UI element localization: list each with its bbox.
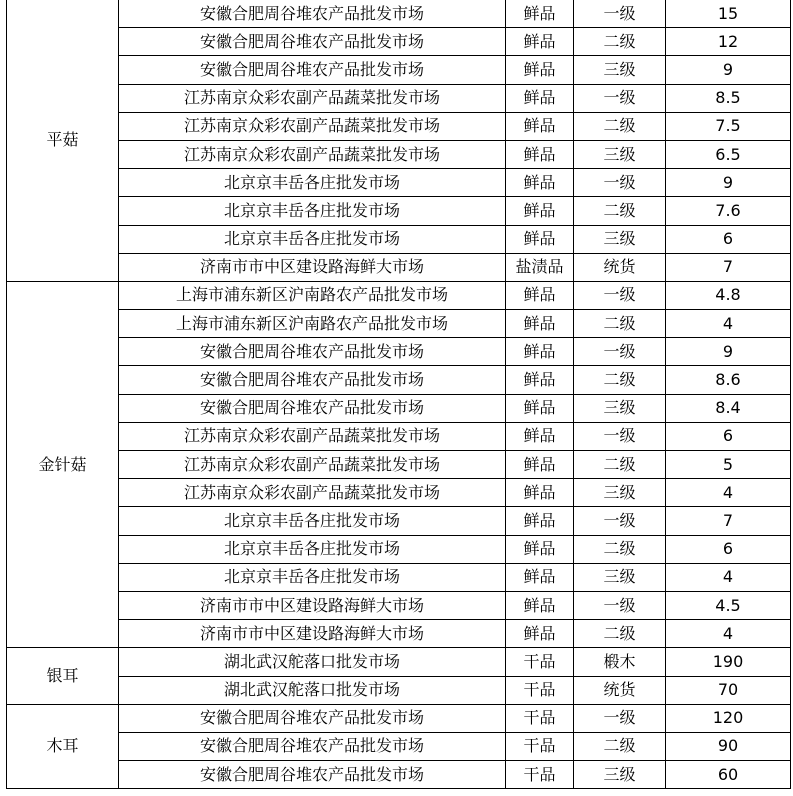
form-cell: 干品 [506,704,574,732]
price-cell: 9 [666,169,791,197]
price-cell: 90 [666,732,791,760]
table-row [7,56,791,84]
form-cell: 鲜品 [506,112,574,140]
table-row [7,507,791,535]
market-cell: 安徽合肥周谷堆农产品批发市场 [119,761,506,789]
price-cell: 5 [666,451,791,479]
form-cell: 鲜品 [506,563,574,591]
form-cell: 鲜品 [506,169,574,197]
table-row [7,169,791,197]
table-row [7,704,791,732]
grade-cell: 三级 [574,479,666,507]
grade-cell: 二级 [574,620,666,648]
grade-cell: 统货 [574,676,666,704]
grade-cell: 三级 [574,140,666,168]
market-cell: 北京京丰岳各庄批发市场 [119,197,506,225]
price-cell: 6 [666,225,791,253]
market-cell: 济南市市中区建设路海鲜大市场 [119,620,506,648]
price-cell: 7.5 [666,112,791,140]
form-cell: 鲜品 [506,479,574,507]
grade-cell: 一级 [574,704,666,732]
form-cell: 鲜品 [506,507,574,535]
price-cell: 6 [666,535,791,563]
form-cell: 鲜品 [506,0,574,28]
form-cell: 鲜品 [506,84,574,112]
grade-cell: 一级 [574,422,666,450]
grade-cell: 一级 [574,507,666,535]
form-cell: 鲜品 [506,366,574,394]
price-cell: 6 [666,422,791,450]
grade-cell: 三级 [574,761,666,789]
grade-cell: 椴木 [574,648,666,676]
price-table [6,0,791,789]
price-cell: 8.6 [666,366,791,394]
market-cell: 安徽合肥周谷堆农产品批发市场 [119,366,506,394]
grade-cell: 二级 [574,366,666,394]
market-cell: 安徽合肥周谷堆农产品批发市场 [119,56,506,84]
market-cell: 安徽合肥周谷堆农产品批发市场 [119,0,506,28]
table-row [7,591,791,619]
table-row [7,394,791,422]
grade-cell: 二级 [574,28,666,56]
price-cell: 4 [666,563,791,591]
grade-cell: 三级 [574,394,666,422]
price-cell: 9 [666,56,791,84]
form-cell: 鲜品 [506,28,574,56]
form-cell: 鲜品 [506,535,574,563]
market-cell: 济南市市中区建设路海鲜大市场 [119,591,506,619]
table-row [7,310,791,338]
market-cell: 江苏南京众彩农副产品蔬菜批发市场 [119,422,506,450]
price-cell: 4 [666,479,791,507]
table-row [7,732,791,760]
table-row [7,451,791,479]
table-row [7,648,791,676]
form-cell: 干品 [506,648,574,676]
form-cell: 鲜品 [506,56,574,84]
price-cell: 4 [666,620,791,648]
table-row [7,140,791,168]
market-cell: 安徽合肥周谷堆农产品批发市场 [119,338,506,366]
grade-cell: 三级 [574,563,666,591]
table-row [7,338,791,366]
price-cell: 7 [666,253,791,281]
grade-cell: 二级 [574,197,666,225]
grade-cell: 三级 [574,225,666,253]
table-row [7,253,791,281]
variety-cell: 金针菇 [7,281,119,647]
form-cell: 鲜品 [506,591,574,619]
price-cell: 15 [666,0,791,28]
market-cell: 安徽合肥周谷堆农产品批发市场 [119,732,506,760]
market-cell: 安徽合肥周谷堆农产品批发市场 [119,394,506,422]
variety-cell: 银耳 [7,648,119,704]
form-cell: 鲜品 [506,451,574,479]
table-row [7,28,791,56]
table-row [7,366,791,394]
price-cell: 70 [666,676,791,704]
table-row [7,479,791,507]
price-cell: 120 [666,704,791,732]
grade-cell: 一级 [574,338,666,366]
price-cell: 7 [666,507,791,535]
price-cell: 60 [666,761,791,789]
table-row [7,676,791,704]
form-cell: 鲜品 [506,338,574,366]
grade-cell: 一级 [574,84,666,112]
form-cell: 干品 [506,761,574,789]
grade-cell: 统货 [574,253,666,281]
market-cell: 北京京丰岳各庄批发市场 [119,507,506,535]
market-cell: 上海市浦东新区沪南路农产品批发市场 [119,281,506,309]
table-row [7,197,791,225]
form-cell: 鲜品 [506,197,574,225]
market-cell: 江苏南京众彩农副产品蔬菜批发市场 [119,112,506,140]
price-cell: 4.5 [666,591,791,619]
market-cell: 北京京丰岳各庄批发市场 [119,563,506,591]
table-row [7,112,791,140]
variety-cell: 木耳 [7,704,119,789]
price-cell: 6.5 [666,140,791,168]
variety-cell: 平菇 [7,0,119,281]
table-row [7,281,791,309]
market-cell: 安徽合肥周谷堆农产品批发市场 [119,28,506,56]
market-cell: 上海市浦东新区沪南路农产品批发市场 [119,310,506,338]
market-cell: 江苏南京众彩农副产品蔬菜批发市场 [119,84,506,112]
grade-cell: 一级 [574,281,666,309]
price-cell: 4 [666,310,791,338]
form-cell: 鲜品 [506,422,574,450]
grade-cell: 二级 [574,451,666,479]
market-cell: 江苏南京众彩农副产品蔬菜批发市场 [119,479,506,507]
market-cell: 江苏南京众彩农副产品蔬菜批发市场 [119,451,506,479]
grade-cell: 二级 [574,310,666,338]
price-cell: 7.6 [666,197,791,225]
price-cell: 190 [666,648,791,676]
grade-cell: 一级 [574,0,666,28]
form-cell: 干品 [506,676,574,704]
table-row [7,422,791,450]
form-cell: 盐渍品 [506,253,574,281]
market-cell: 湖北武汉舵落口批发市场 [119,676,506,704]
price-cell: 8.5 [666,84,791,112]
price-cell: 8.4 [666,394,791,422]
grade-cell: 二级 [574,535,666,563]
table-row [7,84,791,112]
form-cell: 鲜品 [506,225,574,253]
table-row [7,535,791,563]
market-cell: 北京京丰岳各庄批发市场 [119,225,506,253]
price-cell: 4.8 [666,281,791,309]
market-cell: 北京京丰岳各庄批发市场 [119,535,506,563]
grade-cell: 二级 [574,112,666,140]
grade-cell: 二级 [574,732,666,760]
price-cell: 12 [666,28,791,56]
table-row [7,563,791,591]
table-row [7,761,791,789]
table-row [7,620,791,648]
table-body [7,0,791,789]
market-cell: 江苏南京众彩农副产品蔬菜批发市场 [119,140,506,168]
market-cell: 湖北武汉舵落口批发市场 [119,648,506,676]
table-row [7,0,791,28]
table-row [7,225,791,253]
grade-cell: 一级 [574,169,666,197]
form-cell: 鲜品 [506,620,574,648]
market-cell: 济南市市中区建设路海鲜大市场 [119,253,506,281]
form-cell: 干品 [506,732,574,760]
form-cell: 鲜品 [506,310,574,338]
form-cell: 鲜品 [506,140,574,168]
form-cell: 鲜品 [506,394,574,422]
price-cell: 9 [666,338,791,366]
market-cell: 安徽合肥周谷堆农产品批发市场 [119,704,506,732]
grade-cell: 一级 [574,591,666,619]
grade-cell: 三级 [574,56,666,84]
form-cell: 鲜品 [506,281,574,309]
market-cell: 北京京丰岳各庄批发市场 [119,169,506,197]
